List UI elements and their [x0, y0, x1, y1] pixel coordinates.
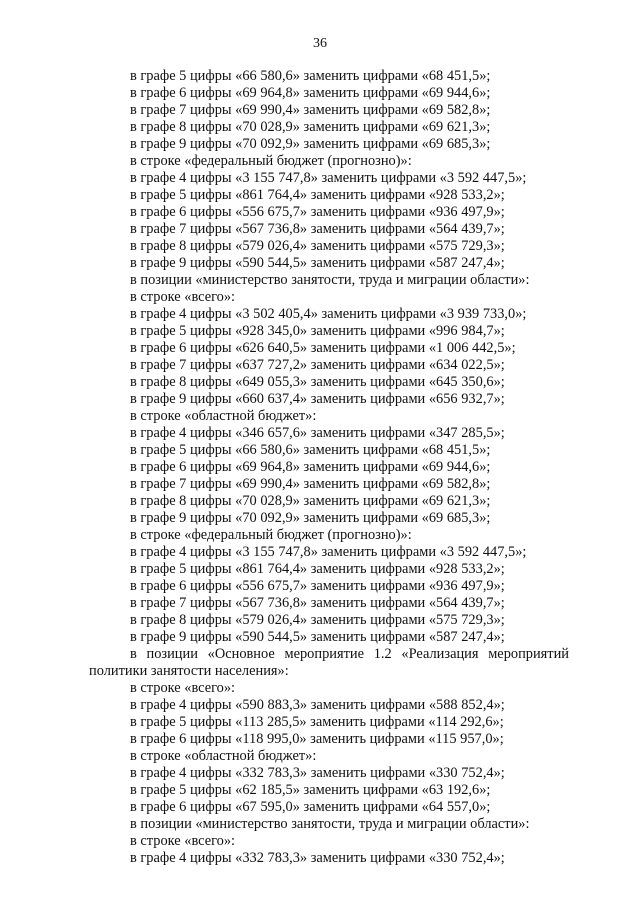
- text-line: в строке «федеральный бюджет (прогнозно)»:: [130, 527, 412, 543]
- text-line: в графе 8 цифры «579 026,4» заменить цифрами «575 729,3»;: [130, 612, 505, 628]
- text-line: в графе 5 цифры «66 580,6» заменить цифрами «68 451,5»;: [130, 68, 491, 84]
- text-line: в строке «всего»:: [130, 289, 236, 305]
- text-line: в графе 4 цифры «3 502 405,4» заменить цифрами «3 939 733,0»;: [130, 306, 527, 322]
- text-line: в графе 6 цифры «556 675,7» заменить цифрами «936 497,9»;: [130, 204, 505, 220]
- text-line: в графе 8 цифры «579 026,4» заменить цифрами «575 729,3»;: [130, 238, 505, 254]
- text-line: в графе 8 цифры «649 055,3» заменить цифрами «645 350,6»;: [130, 374, 505, 390]
- text-line: в графе 9 цифры «70 092,9» заменить цифрами «69 685,3»;: [130, 510, 491, 526]
- text-line: в строке «всего»:: [130, 833, 236, 849]
- text-line: в позиции «министерство занятости, труда и миграции области»:: [130, 816, 530, 832]
- text-line: в графе 6 цифры «69 964,8» заменить цифрами «69 944,6»;: [130, 459, 491, 475]
- text-line: в строке «областной бюджет»:: [130, 408, 317, 424]
- text-line: в графе 6 цифры «556 675,7» заменить цифрами «936 497,9»;: [130, 578, 505, 594]
- text-line: в графе 5 цифры «861 764,4» заменить цифрами «928 533,2»;: [130, 561, 505, 577]
- text-line: в графе 4 цифры «332 783,3» заменить цифрами «330 752,4»;: [130, 850, 505, 866]
- text-line: в строке «федеральный бюджет (прогнозно)»:: [130, 153, 412, 169]
- text-line: в графе 6 цифры «626 640,5» заменить цифрами «1 006 442,5»;: [130, 340, 516, 356]
- text-line: в графе 9 цифры «660 637,4» заменить цифрами «656 932,7»;: [130, 391, 505, 407]
- text-line: в графе 4 цифры «346 657,6» заменить цифрами «347 285,5»;: [130, 425, 505, 441]
- text-line: в графе 8 цифры «70 028,9» заменить цифрами «69 621,3»;: [130, 119, 491, 135]
- text-line: в позиции «Основное мероприятие 1.2 «Реализация мероприятий: [130, 646, 569, 662]
- text-line: в графе 7 цифры «567 736,8» заменить цифрами «564 439,7»;: [130, 595, 505, 611]
- document-body: [0, 68, 640, 867]
- text-line: в графе 7 цифры «69 990,4» заменить цифрами «69 582,8»;: [130, 102, 491, 118]
- text-line: в графе 7 цифры «637 727,2» заменить цифрами «634 022,5»;: [130, 357, 505, 373]
- text-line: в графе 4 цифры «3 155 747,8» заменить цифрами «3 592 447,5»;: [130, 170, 527, 186]
- text-line: в графе 6 цифры «67 595,0» заменить цифрами «64 557,0»;: [130, 799, 491, 815]
- text-line: в графе 5 цифры «66 580,6» заменить цифрами «68 451,5»;: [130, 442, 491, 458]
- page-number: 36: [313, 36, 327, 51]
- text-line: в позиции «министерство занятости, труда и миграции области»:: [130, 272, 530, 288]
- text-line: в графе 5 цифры «861 764,4» заменить цифрами «928 533,2»;: [130, 187, 505, 203]
- text-line: в строке «всего»:: [130, 680, 236, 696]
- text-line: в графе 7 цифры «567 736,8» заменить цифрами «564 439,7»;: [130, 221, 505, 237]
- text-line: в графе 6 цифры «118 995,0» заменить цифрами «115 957,0»;: [130, 731, 504, 747]
- text-line: в графе 5 цифры «62 185,5» заменить цифрами «63 192,6»;: [130, 782, 491, 798]
- text-line: в графе 5 цифры «928 345,0» заменить цифрами «996 984,7»;: [130, 323, 505, 339]
- text-line: в графе 6 цифры «69 964,8» заменить цифрами «69 944,6»;: [130, 85, 491, 101]
- text-line: в графе 7 цифры «69 990,4» заменить цифрами «69 582,8»;: [130, 476, 491, 492]
- text-line: в графе 4 цифры «590 883,3» заменить цифрами «588 852,4»;: [130, 697, 505, 713]
- text-line: в графе 9 цифры «590 544,5» заменить цифрами «587 247,4»;: [130, 255, 505, 271]
- text-line: в графе 9 цифры «590 544,5» заменить цифрами «587 247,4»;: [130, 629, 505, 645]
- text-line: в графе 5 цифры «113 285,5» заменить цифрами «114 292,6»;: [130, 714, 504, 730]
- text-line: в графе 4 цифры «332 783,3» заменить цифрами «330 752,4»;: [130, 765, 505, 781]
- text-line: в графе 4 цифры «3 155 747,8» заменить цифрами «3 592 447,5»;: [130, 544, 527, 560]
- text-line: в графе 9 цифры «70 092,9» заменить цифрами «69 685,3»;: [130, 136, 491, 152]
- text-line: в графе 8 цифры «70 028,9» заменить цифрами «69 621,3»;: [130, 493, 491, 509]
- text-line: в строке «областной бюджет»:: [130, 748, 317, 764]
- text-line: политики занятости населения»:: [89, 663, 289, 679]
